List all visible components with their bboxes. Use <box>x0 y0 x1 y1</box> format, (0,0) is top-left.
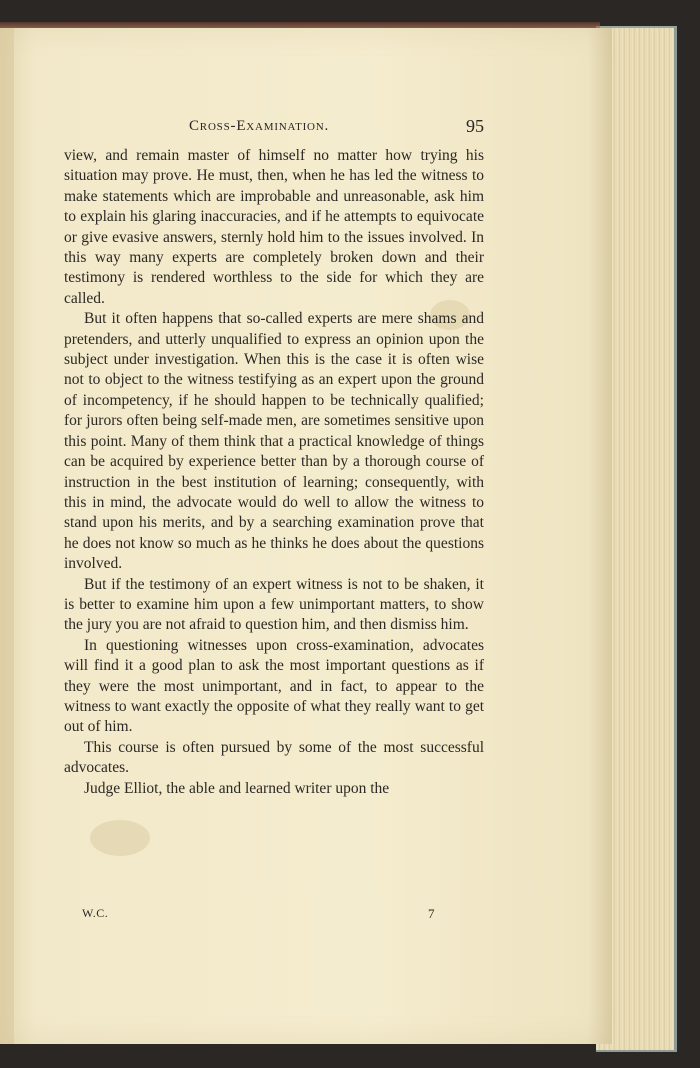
gutter-shadow <box>0 28 14 1044</box>
paragraph: But if the testimony of an expert witness is not to be shaken, it is better to examine him upon a few unimportant matters, to show the jury you are not afraid to question him, and then dismiss him. <box>64 575 484 634</box>
body-text <box>64 146 484 799</box>
paragraph: Judge Elliot, the able and learned writer upon the <box>84 779 390 797</box>
paragraph: In questioning witnesses upon cross-examination, advocates will find it a good plan to ask the most important questions as if they were the most unimportant, and in fact, to appear to the witness to want exactly the opposite of what they really want to get out of him. <box>64 636 484 736</box>
paragraph: This course is often pursued by some of the most successful advocates. <box>64 738 484 777</box>
paper-stain <box>90 820 150 856</box>
paragraph: view, and remain master of himself no matter how trying his situation may prove. He must, then, when he has led the witness to make statements which are improbable and unreasonable, ask him to explain his glaring inaccuracies, and if he attempts to equivocate or give evasive answers, sternly hold him to the issues involved. In this way many experts are completely broken down and their testimony is rendered worthless to the side for which they are called. <box>64 147 484 307</box>
running-head: Cross-Examination. <box>189 118 330 134</box>
page-header <box>64 116 484 140</box>
signature-mark: W.C. <box>82 906 109 920</box>
page-footer <box>64 906 484 926</box>
page-number: 95 <box>466 116 484 136</box>
paragraph: But it often happens that so-called experts are mere shams and pretenders, and utterly unqualified to express an opinion upon the subject under investigation. When this is the case it is often wise not to object to the witness testifying as an expert upon the ground of incompetency, if he should happen to be technically qualified; for jurors often being self-made men, are sometimes sensitive upon this point. Many of them think that a practical knowledge of things can be acquired by experience better than by a thorough course of instruction in the best institution of learning; consequently, with this in mind, the advocate would do well to allow the witness to stand upon his merits, and by a searching examination prove that he does not know so much as he thinks he does about the questions involved. <box>64 310 484 573</box>
sheet-number: 7 <box>428 906 435 921</box>
